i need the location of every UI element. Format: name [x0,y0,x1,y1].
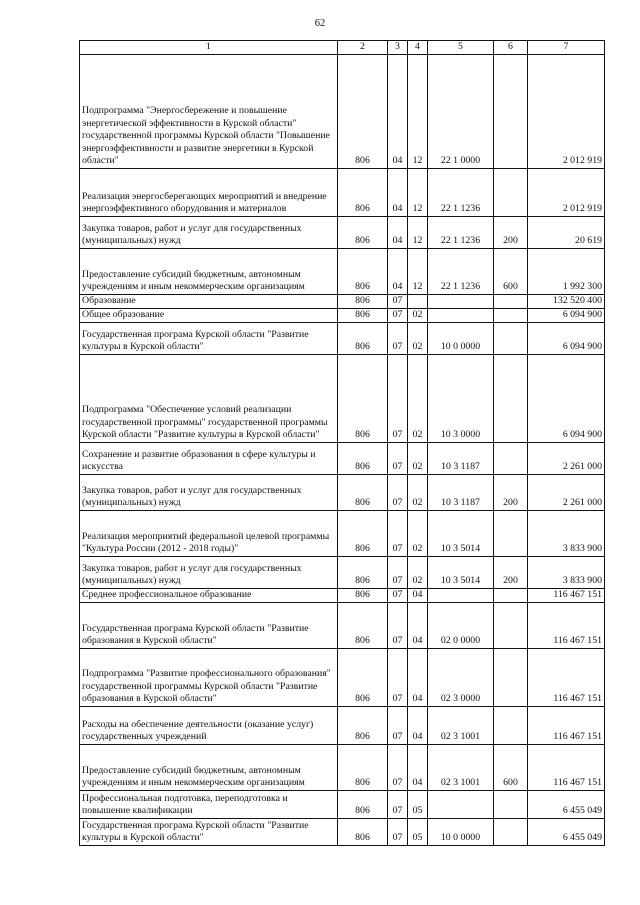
grbs-code-cell: 806 [338,510,388,556]
target-article-code-cell: 02 3 1001 [428,744,494,790]
table-row [80,818,605,845]
table-row [80,588,605,602]
expense-type-code-cell: 200 [494,556,528,588]
grbs-code-cell: 806 [338,602,388,648]
subsection-code-cell: 02 [408,442,428,474]
expense-type-code-cell: 600 [494,744,528,790]
amount-cell: 6 094 900 [528,308,605,322]
row-name-cell: Общее образование [80,308,338,322]
amount-cell: 116 467 151 [528,602,605,648]
row-name-cell: Реализация мероприятий федеральной целевой программы "Культура России (2012 - 2018 годы)" [80,510,338,556]
table-row [80,354,605,442]
row-name-cell: Подпрограмма "Энергосбережение и повышение энергетической эффективности в Курской области" государственной программы Курской области "Повышение энергоэффективности и развитие энергетики в Курской области" [80,54,338,168]
amount-cell: 2 012 919 [528,54,605,168]
grbs-code-cell: 806 [338,354,388,442]
amount-cell: 6 094 900 [528,354,605,442]
section-code-cell: 07 [388,588,408,602]
subsection-code-cell: 04 [408,602,428,648]
row-name-cell: Среднее профессиональное образование [80,588,338,602]
grbs-code-cell: 806 [338,294,388,308]
subsection-code-cell: 12 [408,216,428,248]
expense-type-code-cell: 200 [494,474,528,510]
section-code-cell: 07 [388,354,408,442]
amount-cell: 116 467 151 [528,744,605,790]
target-article-code-cell [428,790,494,818]
subsection-code-cell: 12 [408,248,428,294]
row-name-cell: Подпрограмма "Обеспечение условий реализации государственной программы" государственной программы Курской области "Развитие культуры в Курской области" [80,354,338,442]
subsection-code-cell: 02 [408,308,428,322]
subsection-code-cell: 04 [408,706,428,744]
target-article-code-cell: 22 1 1236 [428,168,494,216]
table-row [80,54,605,168]
amount-cell: 6 094 900 [528,322,605,354]
target-article-code-cell: 10 3 0000 [428,354,494,442]
amount-cell: 116 467 151 [528,588,605,602]
amount-cell: 116 467 151 [528,648,605,706]
expense-type-code-cell [494,442,528,474]
section-code-cell: 04 [388,54,408,168]
row-name-cell: Государственная програма Курской области "Развитие образования в Курской области" [80,602,338,648]
subsection-code-cell: 04 [408,744,428,790]
row-name-cell: Предоставление субсидий бюджетным, автономным учреждениям и иным некоммерческим организациям [80,744,338,790]
expense-type-code-cell [494,790,528,818]
table-row [80,744,605,790]
table-row [80,790,605,818]
amount-cell: 116 467 151 [528,706,605,744]
grbs-code-cell: 806 [338,248,388,294]
row-name-cell: Предоставление субсидий бюджетным, автономным учреждениям и иным некоммерческим организациям [80,248,338,294]
expense-type-code-cell [494,818,528,845]
row-name-cell: Подпрограмма "Развитие профессионального образования" государственной программы Курской области "Развитие образования в Курской области" [80,648,338,706]
table-row [80,322,605,354]
amount-cell: 1 992 300 [528,248,605,294]
table-row [80,706,605,744]
table-row [80,648,605,706]
expense-type-code-cell [494,510,528,556]
section-code-cell: 07 [388,602,408,648]
target-article-code-cell: 10 3 1187 [428,442,494,474]
grbs-code-cell: 806 [338,474,388,510]
target-article-code-cell: 10 3 1187 [428,474,494,510]
table-row [80,294,605,308]
table-row [80,168,605,216]
row-name-cell: Расходы на обеспечение деятельности (оказание услуг) государственных учреждений [80,706,338,744]
header-cell: 5 [428,41,494,55]
subsection-code-cell: 02 [408,354,428,442]
subsection-code-cell [408,294,428,308]
amount-cell: 2 012 919 [528,168,605,216]
expense-type-code-cell: 600 [494,248,528,294]
section-code-cell: 07 [388,442,408,474]
table-row [80,556,605,588]
grbs-code-cell: 806 [338,818,388,845]
table-row [80,602,605,648]
row-name-cell: Государственная програма Курской области "Развитие культуры в Курской области" [80,818,338,845]
subsection-code-cell: 12 [408,168,428,216]
target-article-code-cell [428,588,494,602]
target-article-code-cell [428,294,494,308]
section-code-cell: 07 [388,510,408,556]
table-row [80,474,605,510]
section-code-cell: 07 [388,648,408,706]
budget-table [79,40,605,846]
section-code-cell: 07 [388,790,408,818]
expense-type-code-cell [494,588,528,602]
amount-cell: 6 455 049 [528,790,605,818]
header-cell: 2 [338,41,388,55]
expense-type-code-cell [494,168,528,216]
target-article-code-cell: 02 3 1001 [428,706,494,744]
row-name-cell: Реализация энергосберегающих мероприятий и внедрение энергоэффективного оборудования и материалов [80,168,338,216]
amount-cell: 3 833 900 [528,510,605,556]
expense-type-code-cell [494,648,528,706]
target-article-code-cell: 10 3 5014 [428,510,494,556]
target-article-code-cell: 10 0 0000 [428,322,494,354]
section-code-cell: 04 [388,216,408,248]
grbs-code-cell: 806 [338,790,388,818]
amount-cell: 6 455 049 [528,818,605,845]
target-article-code-cell [428,308,494,322]
section-code-cell: 07 [388,294,408,308]
grbs-code-cell: 806 [338,556,388,588]
amount-cell: 3 833 900 [528,556,605,588]
section-code-cell: 04 [388,168,408,216]
expense-type-code-cell [494,294,528,308]
header-cell: 4 [408,41,428,55]
subsection-code-cell: 02 [408,556,428,588]
subsection-code-cell: 04 [408,588,428,602]
target-article-code-cell: 10 3 5014 [428,556,494,588]
page-number: 62 [314,18,326,29]
target-article-code-cell: 22 1 0000 [428,54,494,168]
row-name-cell: Сохранение и развитие образования в сфере культуры и искусства [80,442,338,474]
section-code-cell: 07 [388,308,408,322]
row-name-cell: Государственная програма Курской области "Развитие культуры в Курской области" [80,322,338,354]
header-cell: 7 [528,41,605,55]
grbs-code-cell: 806 [338,442,388,474]
target-article-code-cell: 22 1 1236 [428,248,494,294]
header-cell: 6 [494,41,528,55]
section-code-cell: 07 [388,322,408,354]
row-name-cell: Закупка товаров, работ и услуг для государственных (муниципальных) нужд [80,216,338,248]
target-article-code-cell: 10 0 0000 [428,818,494,845]
subsection-code-cell: 02 [408,510,428,556]
subsection-code-cell: 12 [408,54,428,168]
expense-type-code-cell [494,322,528,354]
table-row [80,308,605,322]
grbs-code-cell: 806 [338,588,388,602]
amount-cell: 2 261 000 [528,442,605,474]
grbs-code-cell: 806 [338,322,388,354]
section-code-cell: 07 [388,706,408,744]
amount-cell: 132 520 400 [528,294,605,308]
column-number-header [80,41,605,55]
header-cell: 1 [80,41,338,55]
amount-cell: 2 261 000 [528,474,605,510]
expense-type-code-cell [494,706,528,744]
target-article-code-cell: 02 3 0000 [428,648,494,706]
subsection-code-cell: 02 [408,474,428,510]
row-name-cell: Профессиональная подготовка, переподготовка и повышение квалификации [80,790,338,818]
grbs-code-cell: 806 [338,216,388,248]
section-code-cell: 07 [388,744,408,790]
table-row [80,442,605,474]
section-code-cell: 07 [388,818,408,845]
expense-type-code-cell [494,54,528,168]
grbs-code-cell: 806 [338,706,388,744]
row-name-cell: Образование [80,294,338,308]
row-name-cell: Закупка товаров, работ и услуг для государственных (муниципальных) нужд [80,474,338,510]
target-article-code-cell: 22 1 1236 [428,216,494,248]
expense-type-code-cell: 200 [494,216,528,248]
grbs-code-cell: 806 [338,168,388,216]
grbs-code-cell: 806 [338,54,388,168]
expense-type-code-cell [494,308,528,322]
grbs-code-cell: 806 [338,648,388,706]
expense-type-code-cell [494,602,528,648]
expense-type-code-cell [494,354,528,442]
subsection-code-cell: 02 [408,322,428,354]
row-name-cell: Закупка товаров, работ и услуг для государственных (муниципальных) нужд [80,556,338,588]
table-row [80,510,605,556]
section-code-cell: 04 [388,248,408,294]
table-row [80,216,605,248]
subsection-code-cell: 05 [408,818,428,845]
amount-cell: 20 619 [528,216,605,248]
section-code-cell: 07 [388,556,408,588]
subsection-code-cell: 04 [408,648,428,706]
target-article-code-cell: 02 0 0000 [428,602,494,648]
grbs-code-cell: 806 [338,744,388,790]
header-cell: 3 [388,41,408,55]
grbs-code-cell: 806 [338,308,388,322]
section-code-cell: 07 [388,474,408,510]
subsection-code-cell: 05 [408,790,428,818]
table-row [80,248,605,294]
